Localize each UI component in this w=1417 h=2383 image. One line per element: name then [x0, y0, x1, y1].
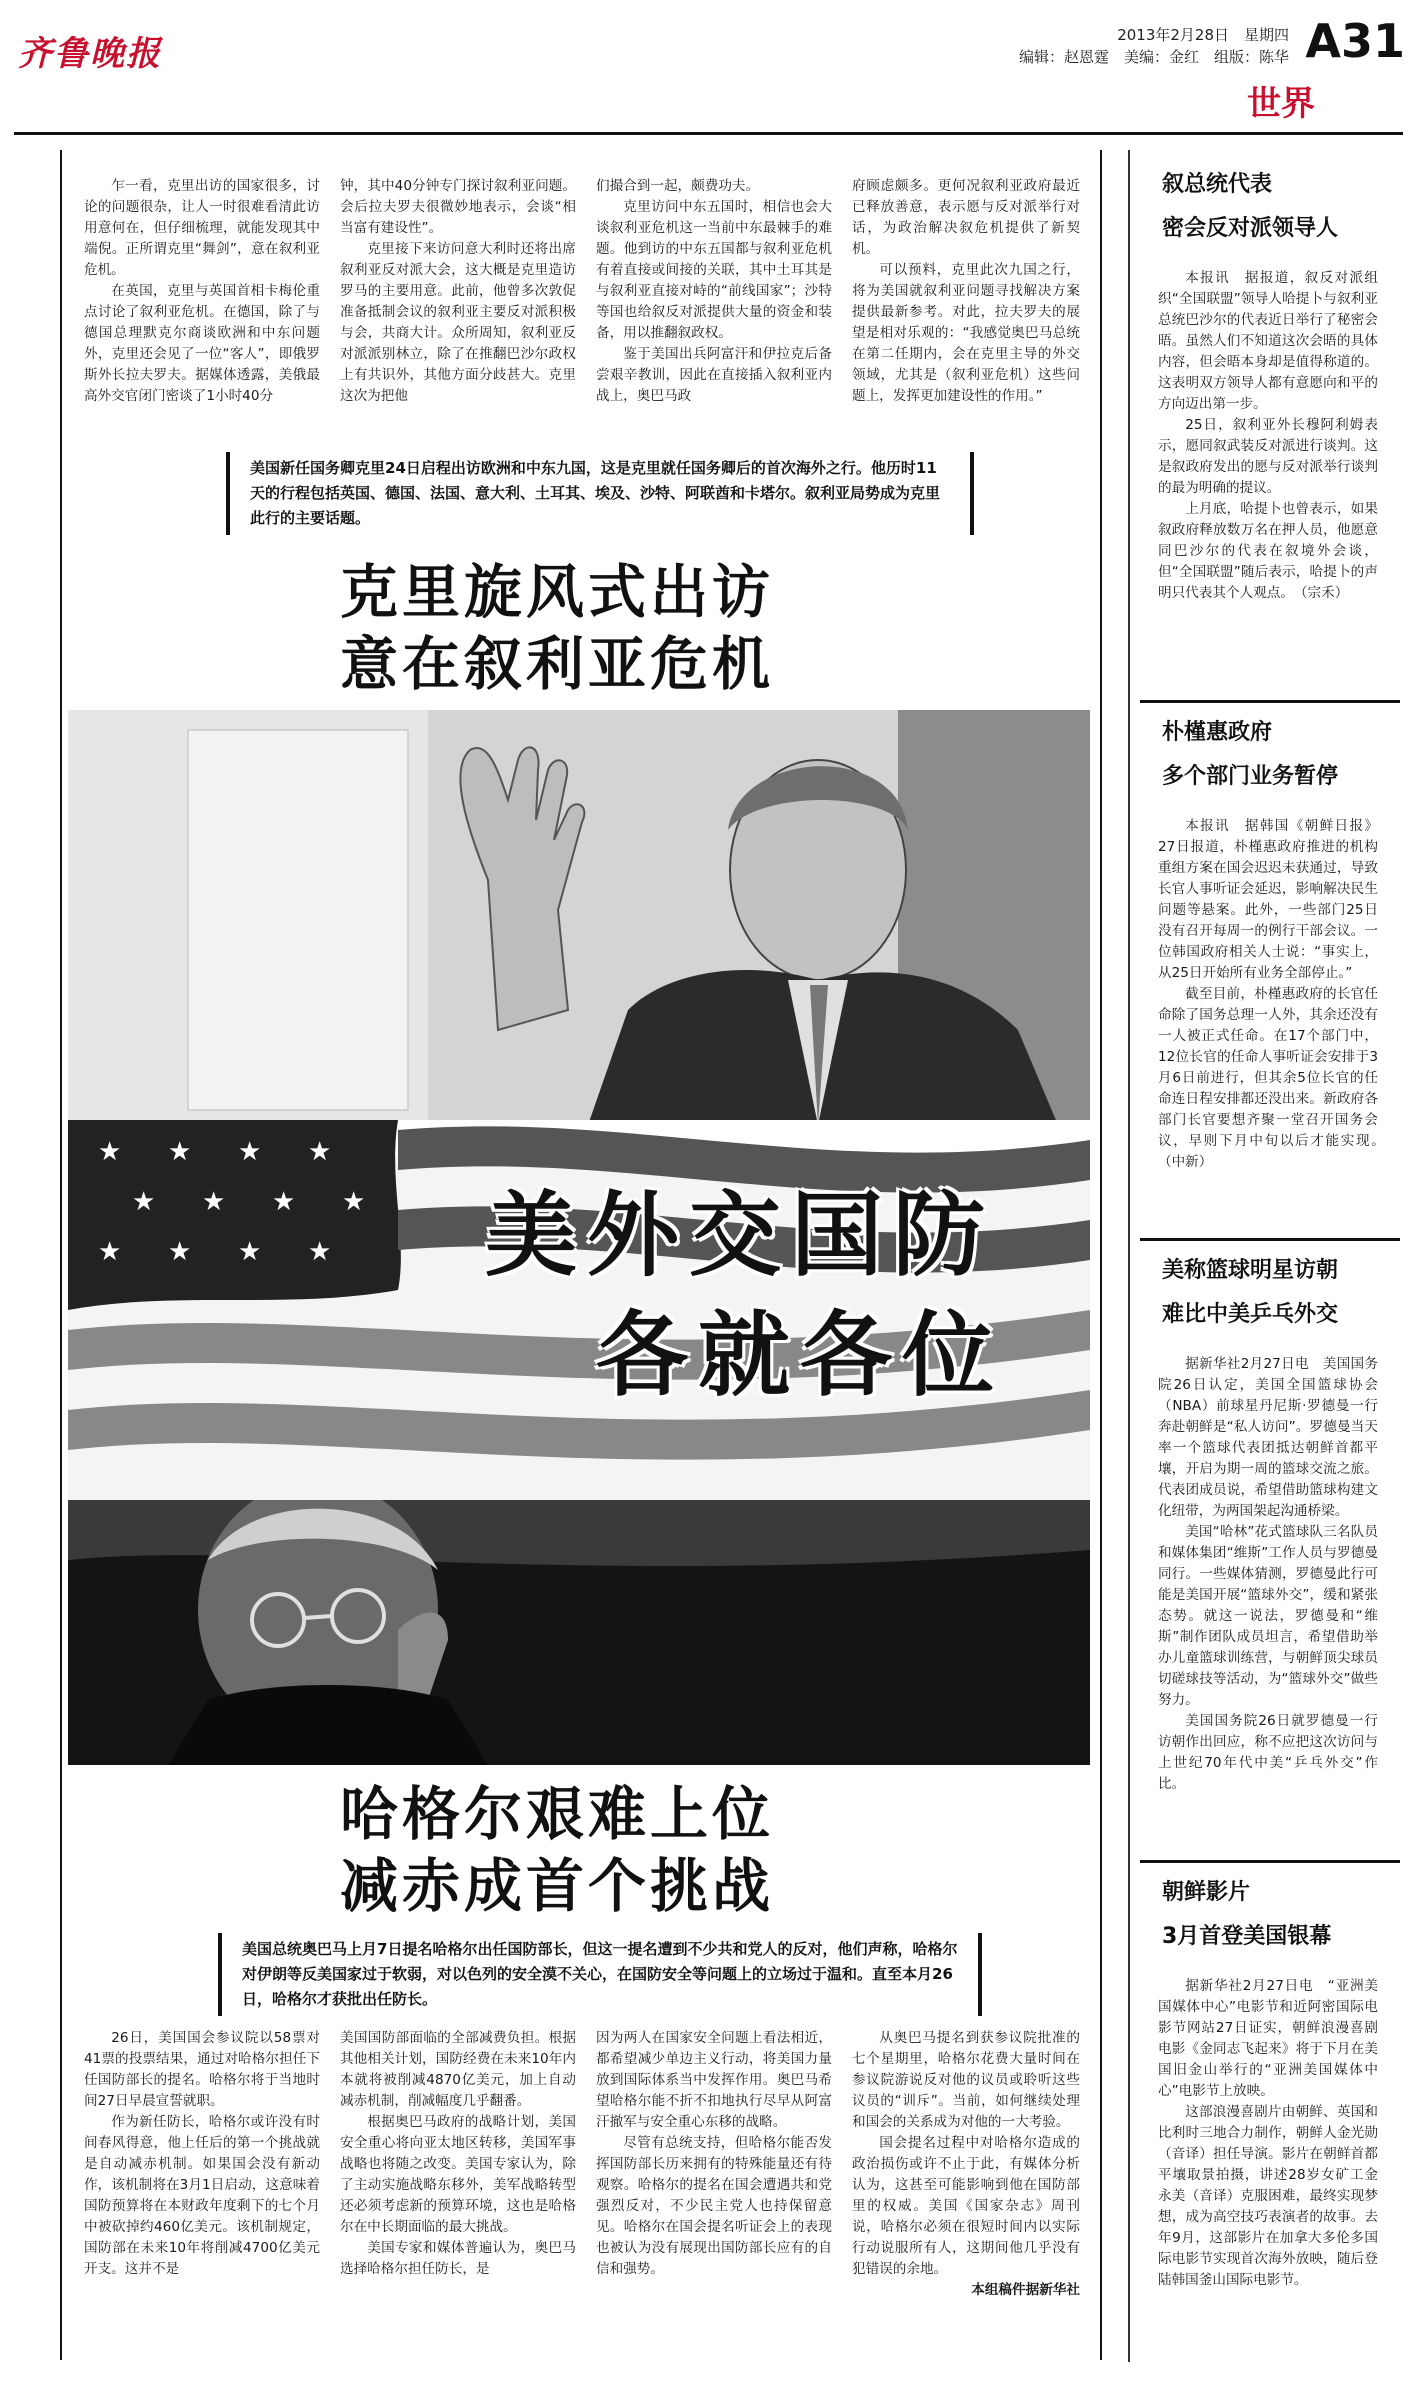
sidebar-story-4-body: 据新华社2月27日电 “亚洲美国媒体中心”电影节和近阿密国际电影节网站27日证实，朝鲜浪漫喜剧电影《金同志飞起来》将于下月在美国旧金山举行的“亚洲美国媒体中心”电影节上放映。 这部浪漫喜剧片由朝鲜、英国和比利时三地合力制作，朝鲜人金光勋（音译）担任导演。影片在朝鲜首都平壤取景拍摄，讲述28岁女矿工金永美（音译）克服困难，最终实现梦想，成为高空技巧表演者的故事。去年9月，这部影片在加拿大多伦多国际电影节实现首次海外放映，随后登陆韩国釜山国际电影节。: [1158, 1978, 1378, 2288]
sidebar-story-1-headline2: 密会反对派领导人: [1162, 216, 1339, 241]
sidebar-story-3-body: 据新华社2月27日电 美国国务院26日认定，美国全国篮球协会（NBA）前球星丹尼斯·罗德曼一行奔赴朝鲜是“私人访问”。罗德曼当天率一个篮球代表团抵达朝鲜首都平壤，开启为期一周的篮球交流之旅。代表团成员说，希望借助篮球构建文化纽带，为两国架起沟通桥梁。 美国“哈林”花式篮球队三名队员和媒体集团“维斯”工作人员与罗德曼同行。一些媒体猜测，罗德曼此行可能是美国开展“篮球外交”，缓和紧张态势。就这一说法，罗德曼和“维斯”制作团队成员坦言，希望借助举办儿童篮球训练营，与朝鲜顶尖球员切磋球技等活动，为“篮球外交”做些努力。 美国国务院26日就罗德曼一行访朝作出回应，称不应把这次访问与上世纪70年代中美“乒乓外交”作比。: [1158, 1356, 1378, 1792]
page-number: A31: [1305, 14, 1405, 68]
kerry-lead-summary: 美国新任国务卿克里24日启程出访欧洲和中东九国，这是克里就任国务卿后的首次海外之行。他历时11天的行程包括英国、德国、法国、意大利、土耳其、埃及、沙特、阿联酋和卡塔尔。叙利亚局势成为克里此行的主要话题。: [226, 452, 974, 535]
sidebar-story-1: [1150, 170, 1386, 604]
sidebar-story-1-headline1: 叙总统代表: [1162, 172, 1273, 197]
bottom-column-1: 26日，美国国会参议院以58票对41票的投票结果，通过对哈格尔担任下任国防部长的提名。哈格尔将于当地时间27日早晨宣誓就职。 作为新任防长，哈格尔或许没有时间春风得意，他上任后的第一个挑战就是自动减赤机制。如果国会没有新动作，该机制将在3月1日启动，这意味着国防预算将在本财政年度剩下的七个月中被砍掉约460亿美元。该机制规定，国防部在未来10年将削减4700亿美元开支。这并不是: [84, 2030, 320, 2277]
hagel-lead-summary: 美国总统奥巴马上月7日提名哈格尔出任国防部长，但这一提名遭到不少共和党人的反对，他们声称，哈格尔对伊朗等反美国家过于软弱，对以色列的安全漠不关心，在国防安全等问题上的立场过于温和。直至本月26日，哈格尔才获批出任防长。: [218, 1933, 982, 2016]
svg-text:★: ★: [308, 1137, 332, 1167]
editor-credits: 编辑：赵恩霆 美编：金红 组版：陈华: [1018, 48, 1289, 66]
hagel-photo: [68, 1500, 1090, 1765]
feature-main-title: [420, 1176, 1060, 1416]
sidebar-story-3: [1150, 1256, 1386, 1795]
sidebar-story-4-headline1: 朝鲜影片: [1162, 1880, 1251, 1905]
section-label: 世界: [1247, 84, 1315, 124]
issue-date: 2013年2月28日 星期四: [1117, 26, 1289, 44]
svg-text:★: ★: [308, 1237, 332, 1267]
main-title-line1: 美外交国防: [484, 1182, 995, 1289]
kerry-headline-line1: 克里旋风式出访: [340, 558, 775, 626]
sidebar-story-2-headline1: 朴槿惠政府: [1162, 720, 1273, 745]
kerry-headline-line2: 意在叙利亚危机: [340, 630, 775, 698]
sidebar-rule-3: [1140, 1860, 1400, 1863]
svg-text:★: ★: [238, 1137, 262, 1167]
bottom-column-2: 美国国防部面临的全部减费负担。根据其他相关计划，国防经费在未来10年内本就将被削减4870亿美元，加上自动减赤机制，削减幅度几乎翻番。 根据奥巴马政府的战略计划，美国安全重心将向亚太地区转移，美国军事战略也将随之改变。美国专家认为，除了主动实施战略东移外，美军战略转型还必须考虑新的预算环境，这也是哈格尔在中长期面临的最大挑战。 美国专家和媒体普遍认为，奥巴马选择哈格尔担任防长，是: [340, 2030, 576, 2277]
sidebar-story-4-headline2: 3月首登美国银幕: [1162, 1924, 1332, 1949]
kerry-photo: [68, 710, 1090, 1125]
article-source: 本组稿件据新华社: [971, 2282, 1080, 2298]
sidebar-story-2-body: 本报讯 据韩国《朝鲜日报》27日报道，朴槿惠政府推进的机构重组方案在国会迟迟未获通过，导致长官人事听证会延迟，影响解决民生问题等悬案。此外，一些部门25日没有召开每周一的例行干部会议。一位韩国政府相关人士说：“事实上，从25日开始所有业务全部停止。” 截至目前，朴槿惠政府的长官任命除了国务总理一人外，其余还没有一人被正式任命。在17个部门中，12位长官的任命人事听证会安排于3月6日前进行，但其余5位长官的任命连日程安排都还没出来。新政府各部门长官要想齐聚一堂召开国务会议，早则下月中旬以后才能实现。 （中新）: [1158, 818, 1392, 1170]
svg-text:★: ★: [202, 1187, 226, 1217]
sidebar-rule-2: [1140, 1238, 1400, 1241]
sidebar-story-4: [1150, 1878, 1386, 2291]
bottom-column-3: 因为两人在国家安全问题上看法相近，都希望减少单边主义行动，将美国力量放到国际体系当中发挥作用。奥巴马希望哈格尔能不折不扣地执行尽早从阿富汗撤军与安全重心东移的战略。 尽管有总统支持，但哈格尔能否发挥国防部长历来拥有的特殊能量还有待观察。哈格尔的提名在国会遭遇共和党强烈反对，不少民主党人也持保留意见。哈格尔在国会提名听证会上的表现也被认为没有展现出国防部长应有的自信和强势。: [596, 2030, 832, 2277]
svg-text:★: ★: [238, 1237, 262, 1267]
svg-text:★: ★: [272, 1187, 296, 1217]
intro-column-3: 们撮合到一起，颇费功夫。 克里访问中东五国时，相信也会大谈叙利亚危机这一当前中东最棘手的难题。他到访的中东五国都与叙利亚危机有着直接或间接的关联，其中土耳其是与叙利亚直接对峙的“前线国家”；沙特等国也给叙反对派提供大量的资金和装备，用以推翻叙政权。 鉴于美国出兵阿富汗和伊拉克后备尝艰辛教训，因此在直接插入叙利亚内战上，奥巴马政: [596, 178, 832, 404]
sidebar-story-3-headline2: 难比中美乒乓外交: [1162, 1302, 1339, 1327]
sidebar-rule-1: [1140, 700, 1400, 703]
top-rule: [14, 132, 1403, 135]
svg-text:★: ★: [98, 1137, 122, 1167]
hagel-headline-line2: 减赤成首个挑战: [340, 1852, 775, 1920]
svg-text:★: ★: [132, 1187, 156, 1217]
hagel-headline-line1: 哈格尔艰难上位: [340, 1780, 775, 1848]
intro-column-4: 府顾虑颇多。更何况叙利亚政府最近已释放善意，表示愿与反对派举行对话，为政治解决叙危机提供了新契机。 可以预料，克里此次九国之行，将为美国就叙利亚问题寻找解决方案提供最新参考。对此，拉夫罗夫的展望是相对乐观的：“我感觉奥巴马总统在第二任期内，会在克里主导的外交领域，尤其是（叙利亚危机）这些问题上，发挥更加建设性的作用。”: [852, 178, 1080, 404]
newspaper-logo: 齐鲁晚报: [18, 34, 162, 74]
sidebar-story-2: [1150, 718, 1392, 1173]
intro-column-1: 乍一看，克里出访的国家很多，讨论的问题很杂，让人一时很难看清此访用意何在，但仔细梳理，就能发现其中端倪。正所谓克里“舞剑”，意在叙利亚危机。 在英国，克里与英国首相卡梅伦重点讨论了叙利亚危机。在德国，除了与德国总理默克尔商谈欧洲和中东问题外，克里还会见了一位“客人”，即俄罗斯外长拉夫罗夫。据媒体透露，美俄最高外交官闭门密谈了1小时40分: [84, 178, 320, 404]
svg-text:★: ★: [168, 1137, 192, 1167]
sidebar-story-2-headline2: 多个部门业务暂停: [1162, 764, 1339, 789]
intro-column-2: 钟，其中40分钟专门探讨叙利亚问题。会后拉夫罗夫很微妙地表示，会谈“相当富有建设性”。 克里接下来访问意大利时还将出席叙利亚反对派大会，这大概是克里造访罗马的主要用意。此前，他曾多次敦促准备抵制会议的叙利亚主要反对派积极与会，共商大计。众所周知，叙利亚反对派派别林立，除了在推翻巴沙尔政权上有共识外，其他方面分歧甚大。克里这次为把他: [340, 178, 576, 404]
hagel-headline: [340, 1778, 900, 1922]
sidebar-story-3-headline1: 美称篮球明星访朝: [1162, 1258, 1339, 1283]
sidebar-story-1-body: 本报讯 据报道，叙反对派组织“全国联盟”领导人哈提卜与叙利亚总统巴沙尔的代表近日举行了秘密会晤。虽然人们不知道这次会晤的具体内容，但会晤本身却是值得称道的。这表明双方领导人都有意愿向和平的方向迈出第一步。 25日，叙利亚外长穆阿利姆表示，愿同叙武装反对派进行谈判。这是叙政府发出的愿与反对派举行谈判的最为明确的提议。 上月底，哈提卜也曾表示，如果叙政府释放数万名在押人员，他愿意同巴沙尔的代表在叙境外会谈，但“全国联盟”随后表示，哈提卜的声明只代表其个人观点。 （宗禾）: [1158, 270, 1378, 601]
column-divider: [1128, 150, 1130, 2362]
masthead-meta: [1019, 24, 1289, 68]
kerry-headline: [340, 556, 900, 700]
svg-text:★: ★: [168, 1237, 192, 1267]
bottom-column-4: 从奥巴马提名到获参议院批准的七个星期里，哈格尔花费大量时间在参议院游说反对他的议员或聆听这些议员的“训斥”。当前，如何继续处理和国会的关系成为对他的一大考验。 国会提名过程中对哈格尔造成的政治损伤或许不止于此，有媒体分析认为，这甚至可能影响到他在国防部里的权威。美国《国家杂志》周刊说，哈格尔必须在很短时间内以实际行动说服所有人，这期间他几乎没有犯错误的余地。 本组稿件据新华社: [852, 2028, 1080, 2301]
svg-text:★: ★: [342, 1187, 366, 1217]
main-title-line2: 各就各位: [595, 1302, 1004, 1409]
svg-text:★: ★: [98, 1237, 122, 1267]
